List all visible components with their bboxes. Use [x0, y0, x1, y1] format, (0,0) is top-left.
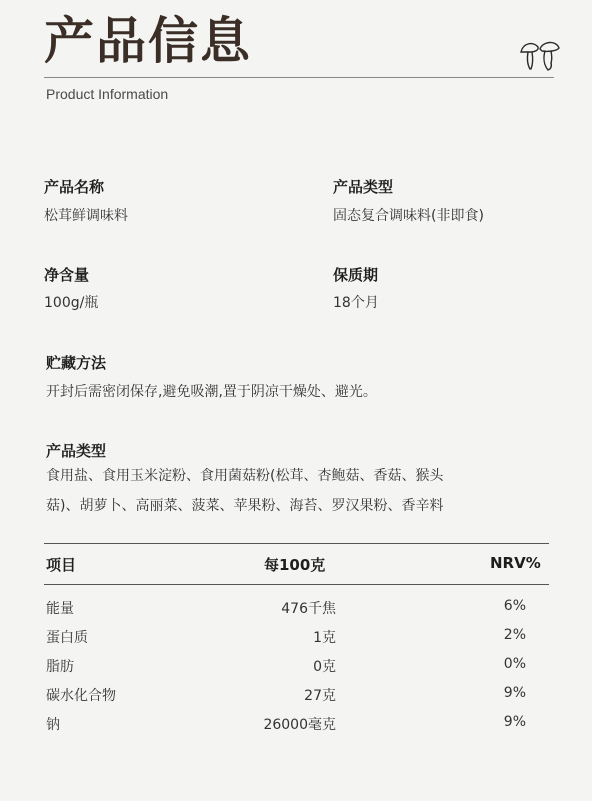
header-divider — [44, 77, 554, 78]
nutrition-header-item: 项目 — [46, 556, 77, 574]
ingredients-line-1: 食用盐、食用玉米淀粉、食用菌菇粉(松茸、杏鲍菇、香菇、猴头 — [46, 468, 444, 484]
nutrition-per100: 26000毫克 — [263, 717, 336, 733]
page-subtitle: Product Information — [46, 86, 169, 102]
nutrition-row — [0, 627, 592, 655]
nutrition-per100: 1克 — [313, 630, 336, 646]
net-content-value: 100g/瓶 — [44, 295, 99, 311]
nutrition-nrv: 0% — [503, 656, 526, 672]
ingredients-line-2: 菇)、胡萝卜、高丽菜、菠菜、苹果粉、海苔、罗汉果粉、香辛料 — [46, 498, 444, 514]
table-header-divider — [44, 584, 549, 585]
nutrition-item: 脂肪 — [46, 659, 74, 675]
ingredients-text — [46, 461, 556, 521]
ingredients-label: 产品类型 — [46, 442, 107, 460]
nutrition-row — [0, 656, 592, 684]
net-content-label: 净含量 — [44, 266, 90, 284]
nutrition-nrv: 9% — [503, 714, 526, 730]
mushroom-logo-icon — [518, 38, 562, 74]
product-type-label: 产品类型 — [333, 178, 394, 196]
nutrition-row — [0, 714, 592, 742]
product-type-value: 固态复合调味料(非即食) — [333, 208, 484, 224]
nutrition-row — [0, 598, 592, 626]
product-name-value: 松茸鲜调味料 — [44, 208, 128, 224]
nutrition-item: 蛋白质 — [46, 630, 88, 646]
storage-value: 开封后需密闭保存,避免吸潮,置于阴凉干燥处、避光。 — [46, 384, 377, 400]
nutrition-nrv: 9% — [503, 685, 526, 701]
page-title: 产品信息 — [44, 12, 252, 70]
nutrition-nrv: 2% — [503, 627, 526, 643]
storage-label: 贮藏方法 — [46, 354, 107, 372]
nutrition-per100: 476千焦 — [281, 601, 336, 617]
nutrition-header-per100: 每100克 — [264, 556, 326, 574]
nutrition-header-nrv: NRV% — [490, 554, 541, 572]
nutrition-per100: 27克 — [304, 688, 336, 704]
nutrition-per100: 0克 — [313, 659, 336, 675]
shelf-life-label: 保质期 — [333, 266, 379, 284]
product-name-label: 产品名称 — [44, 178, 105, 196]
table-top-divider — [44, 543, 549, 544]
nutrition-nrv: 6% — [503, 598, 526, 614]
shelf-life-value: 18个月 — [333, 295, 379, 311]
nutrition-row — [0, 685, 592, 713]
nutrition-item: 钠 — [46, 717, 60, 733]
nutrition-item: 能量 — [46, 601, 74, 617]
nutrition-item: 碳水化合物 — [46, 688, 116, 704]
